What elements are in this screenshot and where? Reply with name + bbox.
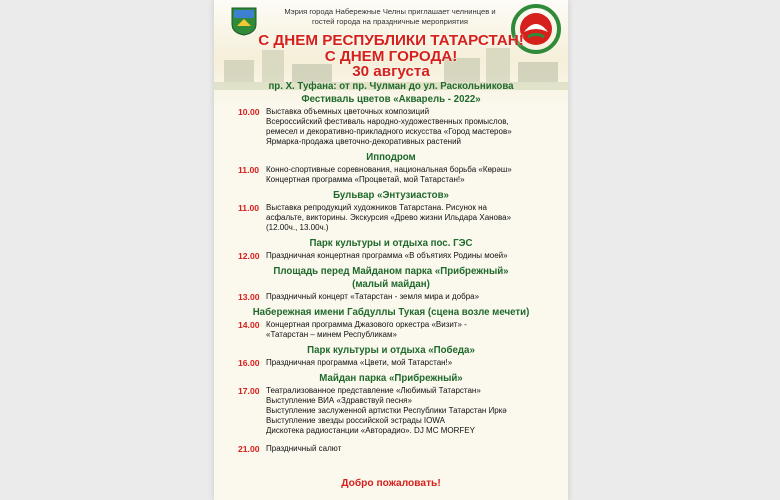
section-title: Парк культуры и отдыха пос. ГЭС	[309, 238, 473, 249]
entry-line: Выставка репродукций художников Татарстана. Рисунок на	[266, 203, 487, 212]
schedule-entry	[228, 444, 554, 454]
event-poster	[214, 0, 568, 500]
section-title: Площадь перед Майданом парка «Прибрежный»	[273, 266, 509, 277]
entry-line: Праздничный концерт «Татарстан - земля мира и добра»	[266, 292, 480, 301]
entry-line: Концертная программа Джазового оркестра «Визит» -	[266, 320, 467, 329]
entry-time: 10.00	[238, 107, 260, 117]
entry-description	[266, 386, 554, 436]
schedule-entry	[228, 165, 554, 185]
entry-line: Праздничная концертная программа «В объятиях Родины моей»	[266, 251, 508, 260]
schedule-entry	[228, 251, 554, 261]
entry-line: Выступление ВИА «Здравствуй песня»	[266, 396, 412, 405]
schedule-entry	[228, 107, 554, 147]
section-title: Фестиваль цветов «Акварель - 2022»	[301, 94, 481, 105]
entry-description	[266, 320, 554, 340]
entry-line: Ярмарка-продажа цветочно-декоративных растений	[266, 137, 462, 146]
section-title: Бульвар «Энтузиастов»	[333, 190, 449, 201]
section-title: Майдан парка «Прибрежный»	[319, 373, 463, 384]
section-title: Набережная имени Габдуллы Тукая (сцена возле мечети)	[252, 307, 530, 318]
entry-line: ремесел и декоративно-прикладного искусства «Город мастеров»	[266, 127, 512, 136]
schedule-entry	[228, 386, 554, 436]
section-title: Парк культуры и отдыха «Победа»	[307, 345, 475, 356]
section-title: пр. Х. Туфана: от пр. Чулман до ул. Раскольникова	[268, 81, 514, 92]
entry-description	[266, 444, 554, 454]
entry-time: 11.00	[238, 165, 260, 175]
entry-line: (12.00ч., 13.00ч.)	[266, 223, 329, 232]
entry-description	[266, 203, 554, 233]
schedule-entry	[228, 292, 554, 302]
entry-time: 13.00	[238, 292, 260, 302]
welcome-text: Добро пожаловать!	[341, 478, 441, 489]
city-coat-of-arms-icon	[230, 6, 258, 36]
entry-line: «Татарстан – минем Республикам»	[266, 330, 397, 339]
entry-time: 17.00	[238, 386, 260, 396]
entry-line: Выставка объемных цветочных композиций	[266, 107, 430, 116]
invitation-line: Мэрия города Набережные Челны приглашает челнинцев и	[284, 7, 496, 16]
entry-line: Всероссийский фестиваль народно-художественных промыслов,	[266, 117, 509, 126]
entry-line: Праздничный салют	[266, 444, 342, 453]
entry-description	[266, 358, 554, 368]
entry-line: Конно-спортивные соревнования, национальная борьба «Көрәш»	[266, 165, 512, 174]
entry-line: асфальте, викторины. Экскурсия «Древо жизни Ильдара Ханова»	[266, 213, 512, 222]
entry-description	[266, 292, 554, 302]
entry-line: Концертная программа «Процветай, мой Татарстан!»	[266, 175, 465, 184]
entry-description	[266, 107, 554, 147]
entry-line: Праздничная программа «Цвети, мой Татарстан!»	[266, 358, 453, 367]
entry-time: 14.00	[238, 320, 260, 330]
schedule-entry	[228, 320, 554, 340]
entry-time: 16.00	[238, 358, 260, 368]
title-line-date: 30 августа	[352, 63, 430, 80]
entry-line: Выступление заслуженной артистки Республики Татарстан Иркә	[266, 406, 507, 415]
schedule-entry	[228, 203, 554, 233]
entry-description	[266, 165, 554, 185]
entry-time: 12.00	[238, 251, 260, 261]
title-line-republic: С ДНЕМ РЕСПУБЛИКИ ТАТАРСТАН!	[258, 32, 524, 49]
poster-title	[214, 33, 568, 80]
entry-time: 11.00	[238, 203, 260, 213]
entry-line: Дискотека радиостанции «Авторадио». DJ MC MORFEY	[266, 426, 475, 435]
entry-line: Театрализованное представление «Любимый Татарстан»	[266, 386, 481, 395]
schedule-entry	[228, 358, 554, 368]
section-title: (малый майдан)	[352, 279, 430, 290]
section-title: Ипподром	[366, 152, 416, 163]
program-list	[214, 79, 568, 500]
entry-time: 21.00	[238, 444, 260, 454]
invitation-line: гостей города на праздничные мероприятия	[312, 17, 468, 26]
entry-line: Выступление звезды российской эстрады IOWA	[266, 416, 445, 425]
invitation-text	[270, 7, 510, 27]
title-line-city: С ДНЕМ ГОРОДА!	[324, 47, 458, 65]
entry-description	[266, 251, 554, 261]
